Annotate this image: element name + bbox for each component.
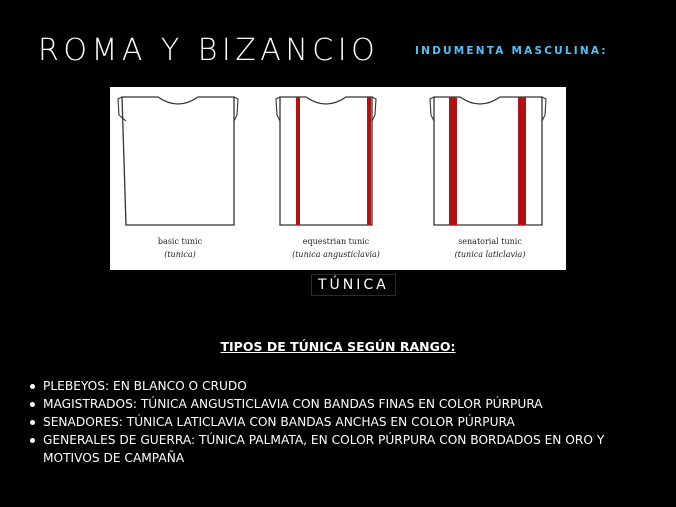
bullet-dot-icon [30, 384, 35, 389]
narrow-stripe-left [296, 97, 300, 225]
equestrian-tunic-drawing [276, 97, 380, 259]
figure-caption: TÚNICA [311, 274, 396, 296]
senatorial-tunic-drawing [430, 97, 546, 259]
bullet-item: SENADORES: TÚNICA LATICLAVIA CON BANDAS ANCHAS EN COLOR PÚRPURA [30, 413, 650, 431]
tunic-diagram [110, 87, 566, 270]
bullet-item: PLEBEYOS: EN BLANCO O CRUDO [30, 377, 650, 395]
senatorial-tunic-label: senatorial tunic [458, 237, 522, 246]
slide-subtitle: INDUMENTA MASCULINA: [415, 45, 608, 57]
equestrian-tunic-latin: (tunica angusticlavia) [292, 250, 380, 259]
wide-stripe-right [518, 97, 526, 225]
senatorial-tunic-latin: (tunica laticlavia) [454, 250, 526, 259]
basic-tunic-latin: (tunica) [164, 250, 196, 259]
basic-tunic-label: basic tunic [157, 237, 203, 246]
slide-title: ROMA Y BIZANCIO [38, 33, 380, 68]
tunic-illustration [110, 87, 566, 270]
bullet-item: MAGISTRADOS: TÚNICA ANGUSTICLAVIA CON BANDAS FINAS EN COLOR PÚRPURA [30, 395, 650, 413]
narrow-stripe-right [367, 97, 371, 225]
bullet-dot-icon [30, 438, 35, 443]
bullet-dot-icon [30, 402, 35, 407]
section-heading: TIPOS DE TÚNICA SEGÚN RANGO: [220, 339, 456, 354]
equestrian-tunic-label: equestrian tunic [302, 237, 370, 246]
bullet-dot-icon [30, 420, 35, 425]
bullet-item: GENERALES DE GUERRA: TÚNICA PALMATA, EN COLOR PÚRPURA CON BORDADOS EN ORO Y MOTIVOS DE CAMPAÑA [30, 431, 650, 467]
bullet-list [30, 377, 650, 467]
basic-tunic-drawing [118, 97, 238, 259]
wide-stripe-left [449, 97, 457, 225]
